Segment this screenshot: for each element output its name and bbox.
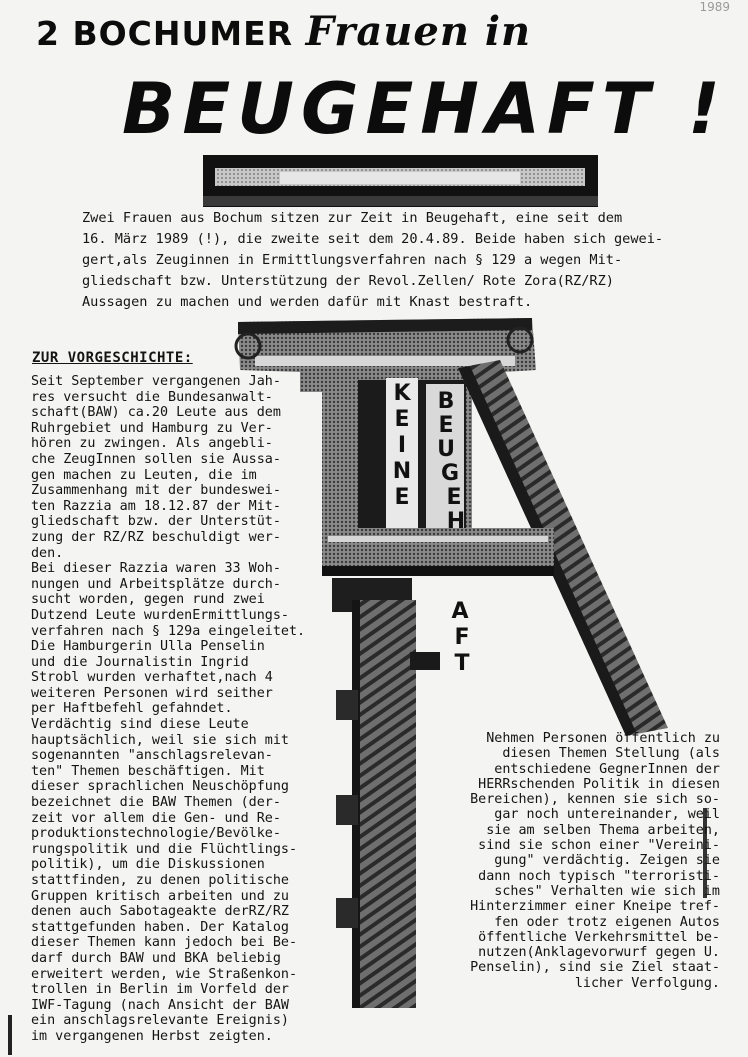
banner-keine: K E I N E — [392, 381, 412, 510]
headline-line-2: BEUGEHAFT ! — [122, 68, 727, 150]
headline-part-printed: 2 BOCHUMER — [36, 14, 294, 53]
headframe-top-beam — [203, 155, 598, 207]
right-column-text: Nehmen Personen öffentlich zu diesen Themen Stellung (als entschiedene GegnerInnen der HERRschenden Politik in diesen Bereichen), kennen sie sich so- gar noch untereinander, weil sie am selben Thema arbeiten, sind sie schon einer "Vereini- gung" verdächtig. Zeigen sie dann noch typisch "terroristi- sches" Verhalten wie sich im Hinterzimmer einer Kneipe tref- fen oder trotz eigenen Autos öffentliche Verkehrsmittel be- nutzen(Anklagevorwurf gegen U. Penselin), sind sie Ziel staat- licher Verfolgung. — [470, 731, 720, 991]
banner-beugehaft: B E U G E H A F T — [437, 389, 470, 676]
corner-year-mark: 1989 — [699, 0, 730, 14]
headline-line-1 — [36, 8, 531, 55]
margin-mark-left — [8, 1015, 12, 1055]
headframe-platform — [322, 528, 554, 612]
left-column-text: Seit September vergangenen Jah- res versucht die Bundesanwalt- schaft(BAW) ca.20 Leute aus dem Ruhrgebiet und Hamburg zu Ver- hören zu zwingen. Als angebli- che ZeugInnen sollen sie Aussa- gen machen zu Leuten, die im Zusammenhang mit der bundeswei- ten Razzia am 18.12.87 der Mit- gliedschaft bzw. der Unterstüt- zung der RZ/RZ beschuldigt wer- den. Bei dieser Razzia waren 33 Woh- nungen und Arbeitsplätze durch- sucht worden, gegen rund zwei Dutzend Leute wurdenErmittlungs- verfahren nach § 129a eingeleitet. Die Hamburgerin Ulla Penselin und die Journalistin Ingrid Strobl wurden verhaftet,nach 4 weiteren Personen wird seither per Haftbefehl gefahndet. Verdächtig sind diese Leute hauptsächlich, weil sie sich mit sogenannten "anschlagsrelevan- ten" Themen beschäftigen. Mit dieser sprachlichen Neuschöpfung bezeichnet die BAW Themen (der- zeit vor allem die Gen- und Re- produktionstechnologie/Bevölke- rungspolitik und die Flüchtlings- politik), um die Diskussionen stattfinden, zu denen politische Gruppen kritisch arbeiten und zu denen auch Sabotageakte derRZ/RZ stattgefunden haben. Der Katalog dieser Themen kann jedoch bei Be- darf durch BAW und BKA beliebig erweitert werden, wie Straßenkon- trollen in Berlin im Vorfeld der IWF-Tagung (nach Ansicht der BAW ein anschlagsrelevante Ereignis) im vergangenen Herbst zeigten. — [31, 374, 306, 1044]
headline-part-handwritten: Frauen in — [305, 8, 532, 55]
intro-paragraph: Zwei Frauen aus Bochum sitzen zur Zeit in Beugehaft, eine seit dem 16. März 1989 (!), die zweite seit dem 20.4.89. Beide haben sich gewei- gert,als Zeuginnen in Ermittlungsverfahren nach § 129 a wegen Mit- gliedschaft bzw. Unterstützung der Revol.Zellen/ Rote Zora(RZ/RZ) Aussagen zu machen und werden dafür mit Knast bestraft. — [82, 210, 664, 310]
section-heading: ZUR VORGESCHICHTE: — [32, 350, 193, 366]
